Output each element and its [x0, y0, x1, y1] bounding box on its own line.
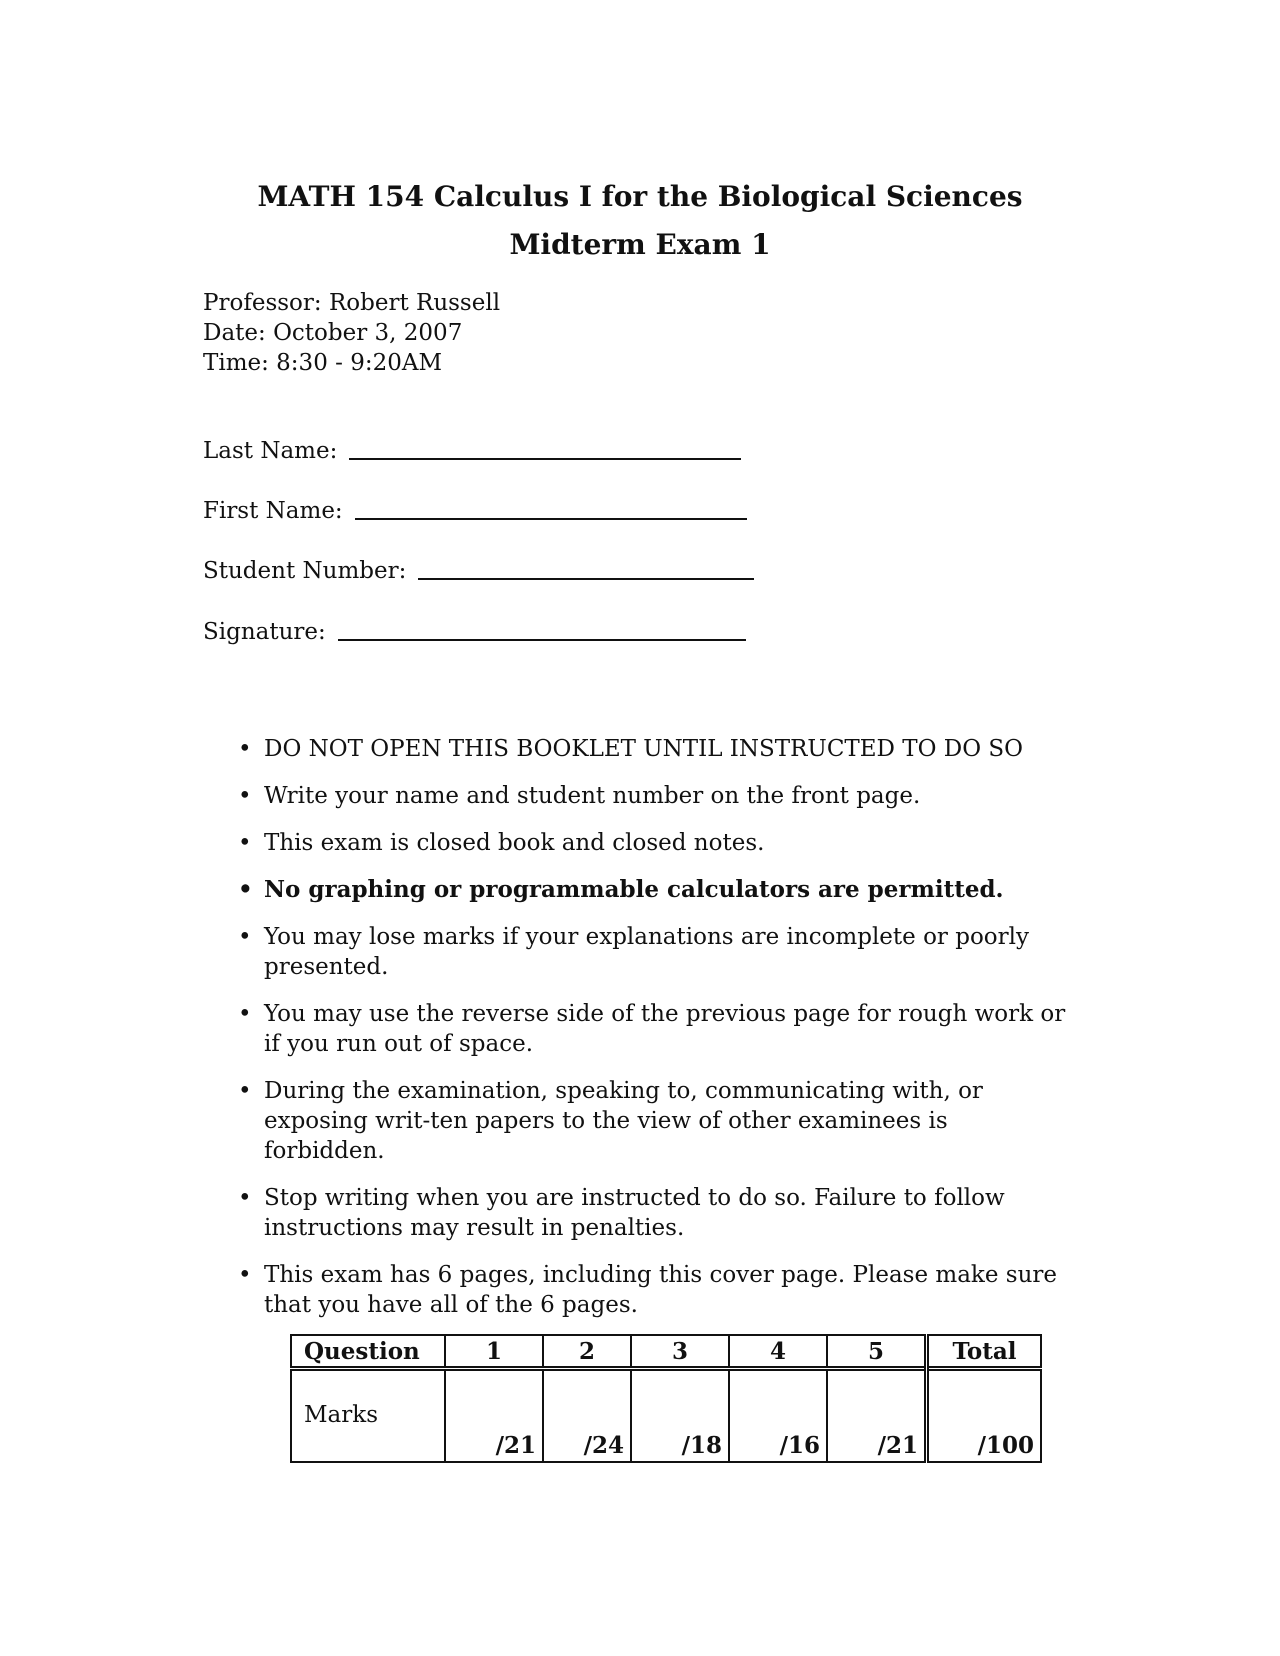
bullet: • [238, 783, 252, 809]
bullet: • [238, 830, 252, 856]
instructions-list [234, 734, 1074, 1337]
instruction-text: No graphing or programmable calculators are permitted. [264, 876, 1004, 903]
bullet: • [238, 1185, 252, 1211]
instruction-item-calculators [234, 875, 1074, 905]
marks-row-label: Marks [291, 1369, 445, 1463]
header-cell-q2: 2 [543, 1335, 631, 1369]
signature-blank-line[interactable] [338, 639, 746, 641]
signature-field[interactable] [203, 619, 746, 645]
first-name-blank-line[interactable] [355, 518, 747, 520]
instruction-text: This exam has 6 pages, including this cover page. Please make sure that you have all of the 6 pages. [264, 1262, 1058, 1318]
last-name-blank-line[interactable] [349, 458, 741, 460]
header-cell-q3: 3 [631, 1335, 729, 1369]
instruction-item [234, 828, 1074, 858]
marks-cell-q1: /21 [445, 1369, 543, 1463]
header-cell-question: Question [291, 1335, 445, 1369]
instruction-text: DO NOT OPEN THIS BOOKLET UNTIL INSTRUCTED TO DO SO [264, 736, 1024, 762]
instruction-text: During the examination, speaking to, communicating with, or exposing writ-ten papers to the view of other examinees is forbidden. [264, 1078, 983, 1164]
marks-cell-q3: /18 [631, 1369, 729, 1463]
exam-subtitle: Midterm Exam 1 [509, 228, 771, 261]
instruction-text: This exam is closed book and closed notes. [264, 830, 765, 856]
date-line: Date: October 3, 2007 [203, 320, 463, 346]
first-name-field[interactable] [203, 498, 747, 524]
student-number-blank-line[interactable] [418, 578, 754, 580]
signature-label: Signature: [203, 619, 326, 645]
bullet: • [238, 1001, 252, 1027]
time-line: Time: 8:30 - 9:20AM [203, 350, 443, 376]
instruction-item [234, 922, 1074, 982]
instruction-item [234, 1260, 1074, 1320]
instruction-text: You may use the reverse side of the previous page for rough work or if you run out of space. [264, 1001, 1066, 1057]
instruction-item [234, 734, 1074, 764]
bullet: • [238, 736, 252, 762]
header-cell-q1: 1 [445, 1335, 543, 1369]
instruction-text: You may lose marks if your explanations are incomplete or poorly presented. [264, 924, 1029, 980]
bullet: • [238, 1078, 252, 1104]
header-cell-q5: 5 [827, 1335, 927, 1369]
marks-table [290, 1334, 1042, 1463]
instruction-text: Write your name and student number on the front page. [264, 783, 921, 809]
marks-cell-q2: /24 [543, 1369, 631, 1463]
marks-table-marks-row [291, 1369, 1041, 1463]
bullet: • [238, 1262, 252, 1288]
marks-cell-total: /100 [927, 1369, 1042, 1463]
instruction-text: Stop writing when you are instructed to do so. Failure to follow instructions may result in penalties. [264, 1185, 1005, 1241]
student-number-field[interactable] [203, 558, 754, 584]
header-cell-q4: 4 [729, 1335, 827, 1369]
bullet: • [238, 876, 253, 903]
instruction-item [234, 1076, 1074, 1166]
instruction-item [234, 781, 1074, 811]
header-cell-total: Total [927, 1335, 1042, 1369]
marks-cell-q5: /21 [827, 1369, 927, 1463]
first-name-label: First Name: [203, 498, 343, 524]
bullet: • [238, 924, 252, 950]
professor-line: Professor: Robert Russell [203, 290, 501, 316]
marks-table-header-row [291, 1335, 1041, 1369]
instruction-item [234, 1183, 1074, 1243]
exam-meta [203, 288, 500, 378]
marks-cell-q4: /16 [729, 1369, 827, 1463]
exam-title: MATH 154 Calculus I for the Biological Sciences [257, 180, 1023, 213]
last-name-field[interactable] [203, 438, 741, 464]
last-name-label: Last Name: [203, 438, 338, 464]
student-number-label: Student Number: [203, 558, 407, 584]
instruction-item [234, 999, 1074, 1059]
